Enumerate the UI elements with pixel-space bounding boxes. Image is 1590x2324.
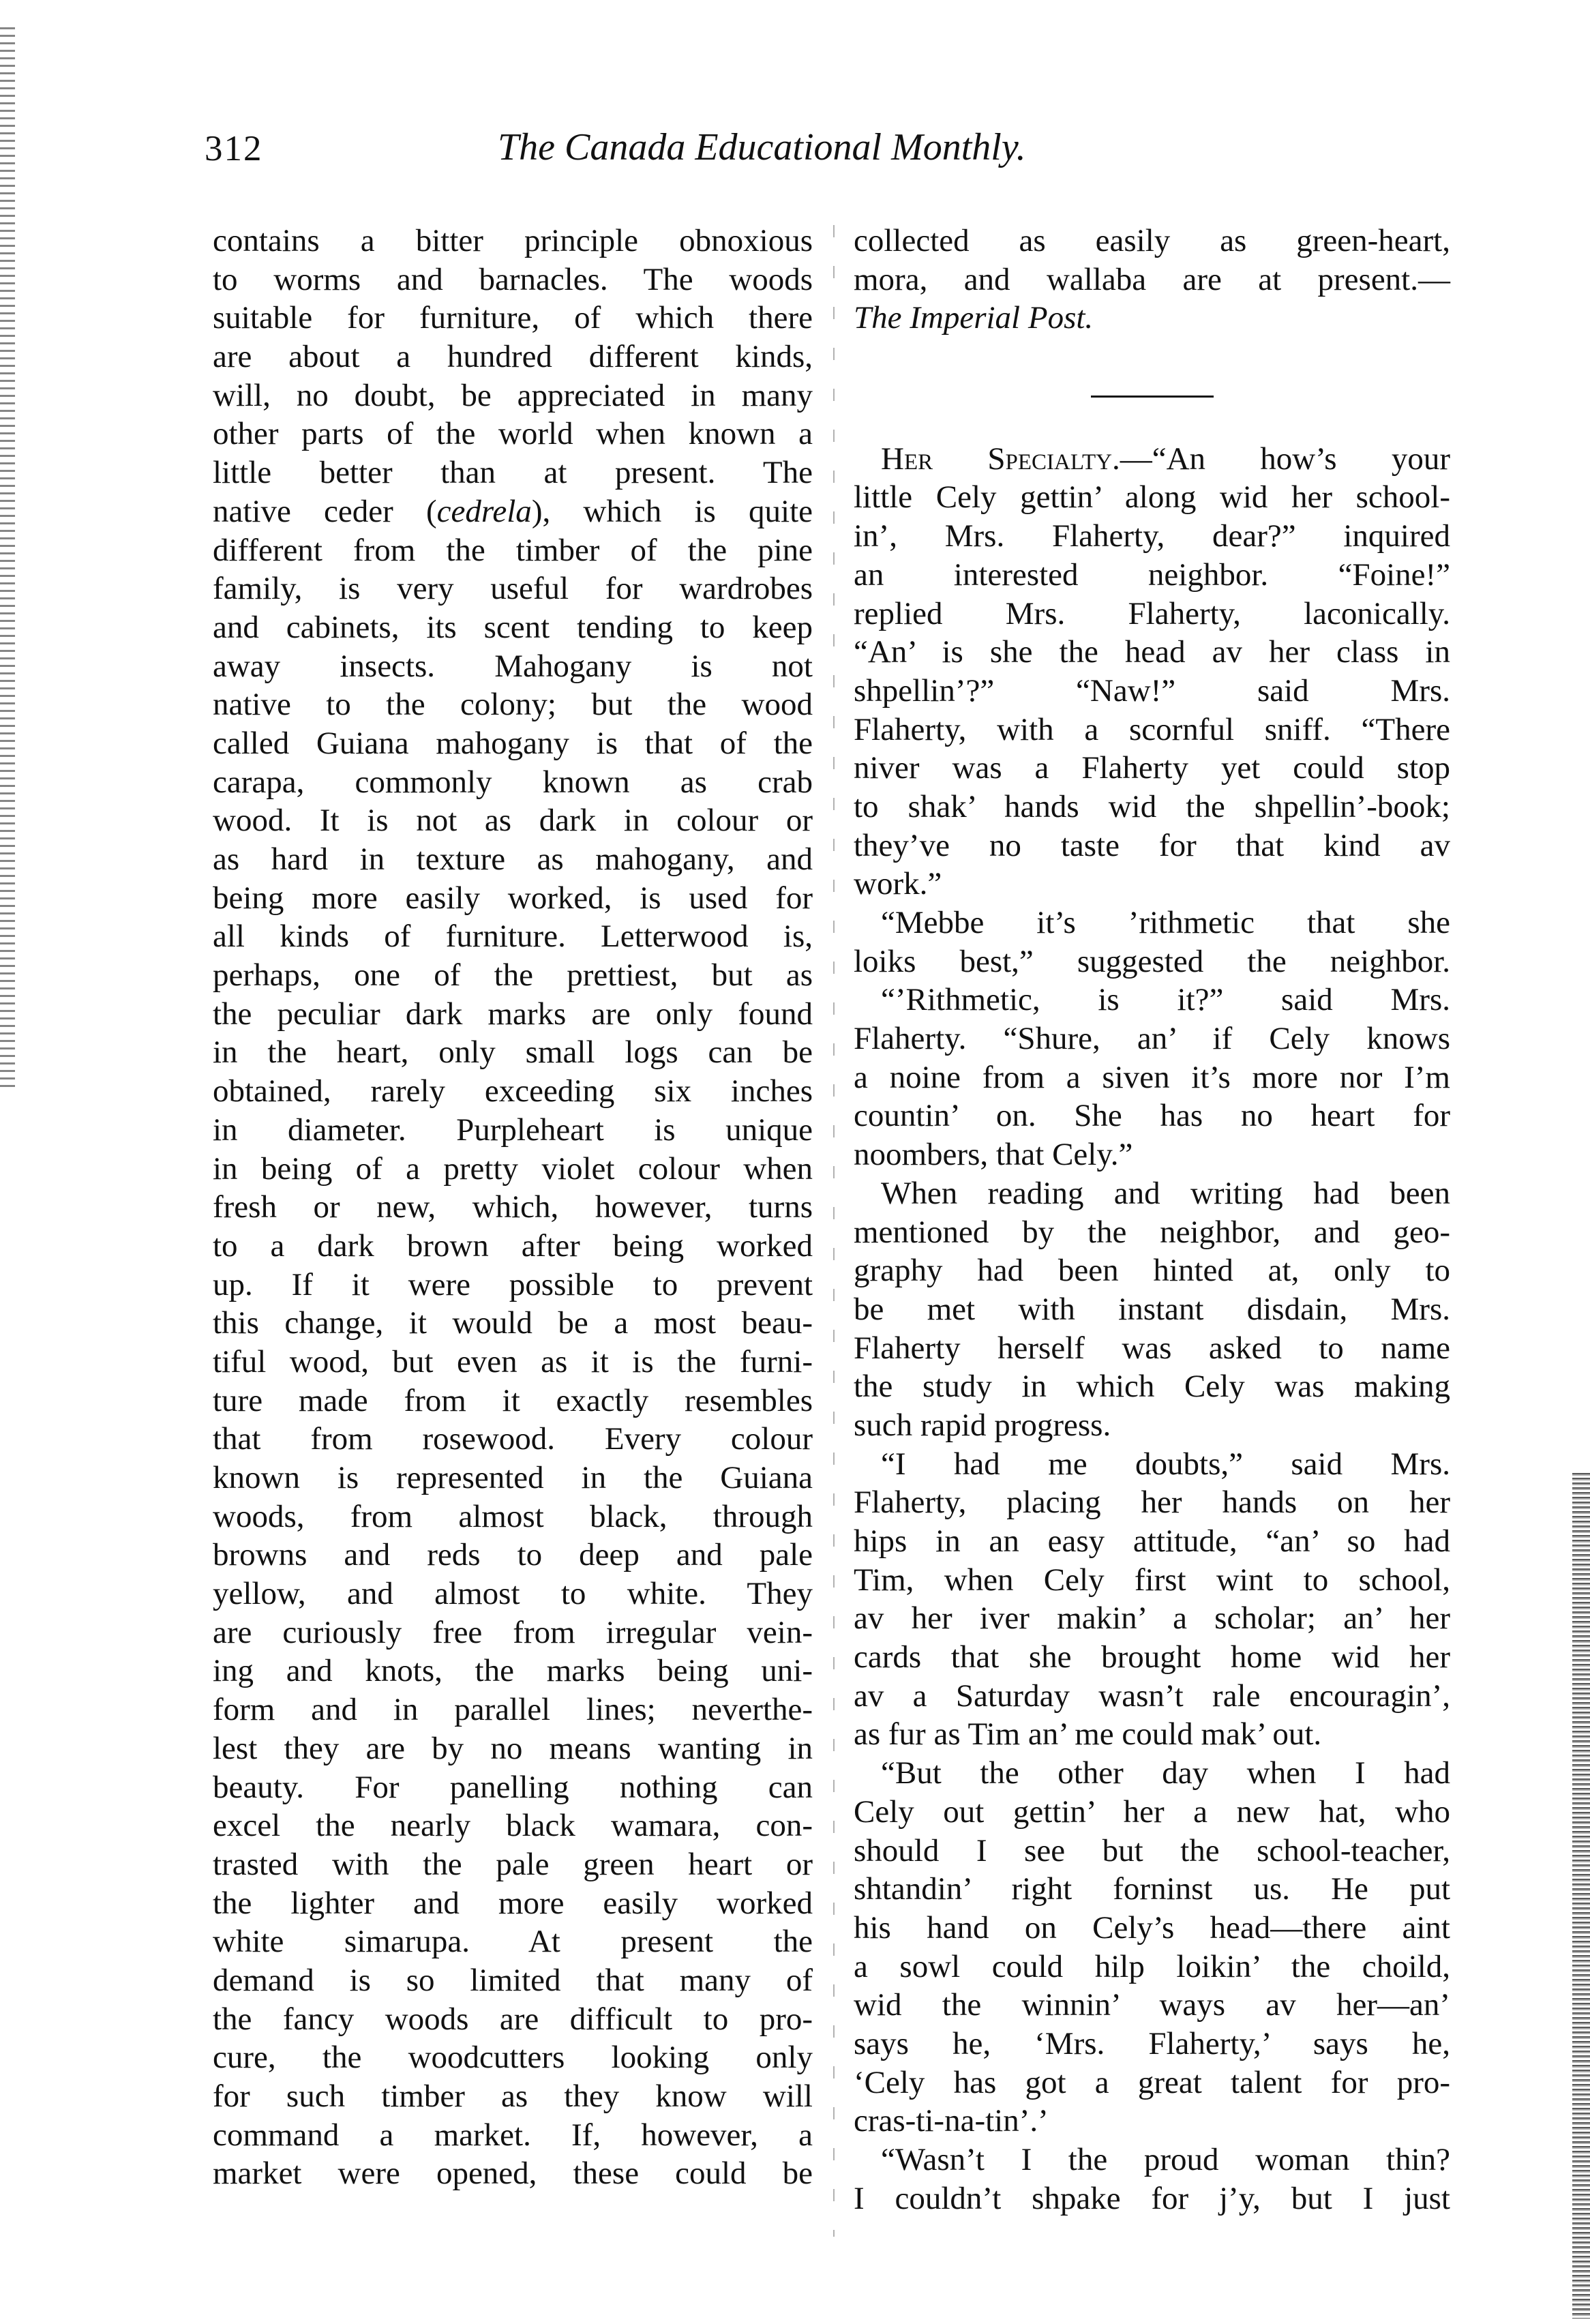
text-line: tiful wood, but even as it is the furni- — [213, 1343, 813, 1380]
text-line: The Imperial Post. — [854, 300, 1094, 336]
text-line: av her iver makin’ a scholar; an’ her — [854, 1600, 1450, 1637]
text-line: Tim, when Cely first wint to school, — [854, 1562, 1450, 1598]
text-line: are curiously free from irregular vein- — [213, 1614, 813, 1650]
text-line: as hard in texture as mahogany, and — [213, 841, 813, 877]
story-text — [854, 440, 1450, 2218]
text-line: known is represented in the Guiana — [213, 1460, 813, 1495]
text-line: the study in which Cely was making — [854, 1369, 1450, 1405]
italic-term: cedrela — [436, 493, 532, 529]
text-line: Cely out gettin’ her a new hat, who — [854, 1793, 1450, 1830]
text-line: to a dark brown after being worked — [213, 1227, 813, 1264]
text-line: countin’ on. She has no heart for — [854, 1098, 1450, 1134]
text-line: replied Mrs. Flaherty, laconically. — [854, 595, 1450, 631]
text-line: wid the winnin’ ways av her—an’ — [854, 1987, 1450, 2023]
text-line: little Cely gettin’ along wid her school- — [854, 479, 1450, 516]
text-line: niver was a Flaherty yet could stop — [854, 750, 1450, 786]
text-line: a sowl could hilp loikin’ the choild, — [854, 1948, 1450, 1984]
text-line: says he, ‘Mrs. Flaherty,’ says he, — [854, 2025, 1450, 2061]
text-line: collected as easily as green-heart, — [854, 223, 1450, 258]
text-line: command a market. If, however, a — [213, 2117, 813, 2153]
text-line: shtandin’ right forninst us. He put — [854, 1871, 1450, 1907]
text-line: such rapid progress. — [854, 1407, 1111, 1443]
text-line: “Wasn’t I the proud woman thin? — [881, 2142, 1450, 2177]
text-line: market were opened, these could be — [213, 2156, 813, 2192]
text-line: contains a bitter principle obnoxious — [213, 223, 813, 258]
section-gap — [854, 338, 1450, 401]
text-line: wood. It is not as dark in colour or — [213, 803, 813, 839]
text-line: cure, the woodcutters looking only — [213, 2040, 813, 2076]
text-line: perhaps, one of the prettiest, but as — [213, 957, 813, 994]
text-line: different from the timber of the pine — [213, 532, 813, 568]
text-line: native ceder (cedrela), which is quite — [213, 493, 813, 529]
text-line: cras-ti-na-tin’.’ — [854, 2103, 1049, 2139]
text-line: carapa, commonly known as crab — [213, 764, 813, 800]
text-line: the peculiar dark marks are only found — [213, 996, 813, 1032]
page-header — [205, 128, 1452, 190]
text-line: are about a hundred different kinds, — [213, 339, 813, 375]
article-ending — [854, 222, 1450, 338]
text-line: mora, and wallaba are at present.— — [854, 261, 1450, 297]
text-line: and cabinets, its scent tending to keep — [213, 609, 813, 645]
text-line: beauty. For panelling nothing can — [213, 1769, 813, 1805]
text-line: demand is so limited that many of — [213, 1962, 813, 1998]
text-line: this change, it would be a most beau- — [213, 1305, 813, 1341]
text-line: Flaherty herself was asked to name — [854, 1330, 1450, 1366]
text-line: woods, from almost black, through — [213, 1498, 813, 1534]
text-line: graphy had been hinted at, only to — [854, 1253, 1450, 1289]
text-line: an interested neighbor. “Foine!” — [854, 556, 1450, 593]
text-line: up. If it were possible to prevent — [213, 1266, 813, 1302]
text-line: the fancy woods are difficult to pro- — [213, 2001, 813, 2037]
text-line: obtained, rarely exceeding six inches — [213, 1073, 813, 1109]
text-line: all kinds of furniture. Letterwood is, — [213, 919, 813, 955]
text-line: trasted with the pale green heart or — [213, 1846, 813, 1882]
left-column — [213, 222, 813, 2193]
text-line: ing and knots, the marks being uni- — [213, 1653, 813, 1689]
scan-edge-artifact — [1572, 1473, 1590, 2319]
separator-rule — [1091, 396, 1214, 398]
text-line: form and in parallel lines; neverthe- — [213, 1692, 813, 1728]
text-line: away insects. Mahogany is not — [213, 648, 813, 684]
text-line: Flaherty. “Shure, an’ if Cely knows — [854, 1021, 1450, 1057]
text-line: that from rosewood. Every colour — [213, 1421, 813, 1457]
text-line: little better than at present. The — [213, 455, 813, 491]
text-line: will, no doubt, be appreciated in many — [213, 377, 813, 413]
text-line: “’Rithmetic, is it?” said Mrs. — [881, 982, 1450, 1018]
text-line: in’, Mrs. Flaherty, dear?” inquired — [854, 518, 1450, 554]
text-line: native to the colony; but the wood — [213, 687, 813, 723]
text-line: “But the other day when I had — [881, 1755, 1450, 1791]
text-line: a noine from a siven it’s more nor I’m — [854, 1059, 1450, 1095]
text-line: in diameter. Purpleheart is unique — [213, 1112, 813, 1148]
text-line: excel the nearly black wamara, con- — [213, 1808, 813, 1844]
text-line: cards that she brought home wid her — [854, 1639, 1450, 1675]
text-line: When reading and writing had been — [881, 1175, 1450, 1211]
text-line: ‘Cely has got a great talent for pro- — [854, 2064, 1450, 2100]
text-line: yellow, and almost to white. They — [213, 1576, 813, 1612]
running-title: The Canada Educational Monthly. — [498, 126, 1026, 168]
text-line: noombers, that Cely.” — [854, 1137, 1133, 1173]
page-number: 312 — [205, 129, 263, 168]
text-line — [854, 440, 1450, 479]
text-line: suitable for furniture, of which there — [213, 300, 813, 336]
text-line: called Guiana mahogany is that of the — [213, 725, 813, 761]
text-line: “An’ is she the head av her class in — [854, 634, 1450, 670]
column-divider — [833, 225, 835, 2237]
text-line: lest they are by no means wanting in — [213, 1730, 813, 1766]
text-line: the lighter and more easily worked — [213, 1885, 813, 1921]
section-separator — [854, 401, 1450, 440]
text-line: to worms and barnacles. The woods — [213, 261, 813, 297]
text-line: Flaherty, placing her hands on her — [854, 1485, 1450, 1521]
right-column — [854, 222, 1450, 2218]
text-line: browns and reds to deep and pale — [213, 1537, 813, 1573]
story-heading: Her Specialty. — [881, 441, 1120, 477]
story-opening: —“An how’s your — [1120, 441, 1450, 477]
text-line: av a Saturday wasn’t rale encouragin’, — [854, 1678, 1450, 1714]
text-line: for such timber as they know will — [213, 2079, 813, 2114]
text-line: loiks best,” suggested the neighbor. — [854, 943, 1450, 979]
text-line: mentioned by the neighbor, and geo- — [854, 1214, 1450, 1250]
text-line: should I see but the school-teacher, — [854, 1832, 1450, 1868]
text-line: in the heart, only small logs can be — [213, 1034, 813, 1071]
text-line: as fur as Tim an’ me could mak’ out. — [854, 1716, 1322, 1753]
text-line: I couldn’t shpake for j’y, but I just — [854, 2180, 1450, 2216]
text-line: other parts of the world when known a — [213, 416, 813, 452]
text-line: “Mebbe it’s ’rithmetic that she — [881, 905, 1450, 940]
text-line: “I had me doubts,” said Mrs. — [881, 1446, 1450, 1482]
text-line: fresh or new, which, however, turns — [213, 1189, 813, 1225]
scan-edge-artifact — [0, 27, 15, 1091]
text-line: shpellin’?” “Naw!” said Mrs. — [854, 672, 1450, 709]
text-line: hips in an easy attitude, “an’ so had — [854, 1523, 1450, 1559]
text-line: ture made from it exactly resembles — [213, 1382, 813, 1418]
text-line: work.” — [854, 866, 942, 902]
text-line: in being of a pretty violet colour when — [213, 1150, 813, 1187]
text-line: being more easily worked, is used for — [213, 880, 813, 916]
text-line: they’ve no taste for that kind av — [854, 827, 1450, 863]
text-line: Flaherty, with a scornful sniff. “There — [854, 711, 1450, 747]
text-line: white simarupa. At present the — [213, 1924, 813, 1960]
text-line: to shak’ hands wid the shpellin’-book; — [854, 788, 1450, 824]
text-line: his hand on Cely’s head—there aint — [854, 1909, 1450, 1946]
text-line: family, is very useful for wardrobes — [213, 571, 813, 607]
text-line: be met with instant disdain, Mrs. — [854, 1291, 1450, 1327]
